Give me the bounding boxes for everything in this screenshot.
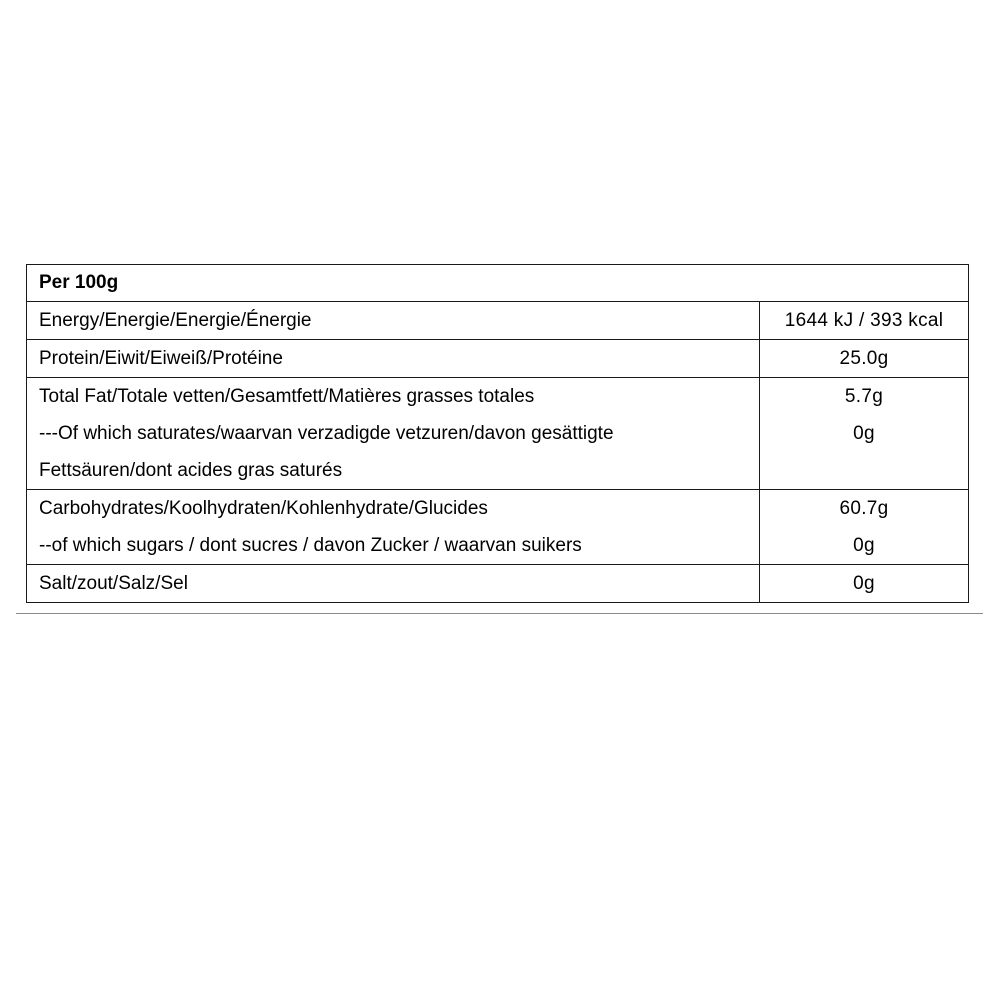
- nutrient-label-cell: [27, 378, 760, 490]
- nutrient-value-cell: [760, 490, 969, 565]
- nutrient-value-cell: [760, 302, 969, 340]
- nutrient-subvalue: 0g: [853, 423, 875, 444]
- nutrient-sublabel-continued: Fettsäuren/dont acides gras saturés: [39, 460, 343, 481]
- nutrient-sublabel: ---Of which saturates/waarvan verzadigde vetzuren/davon gesättigte: [39, 423, 614, 444]
- horizontal-divider: [16, 613, 983, 614]
- nutrient-label: Protein/Eiwit/Eiweiß/Protéine: [39, 348, 283, 369]
- nutrient-label: Energy/Energie/Energie/Énergie: [39, 310, 312, 331]
- nutrient-sublabel: --of which sugars / dont sucres / davon Zucker / waarvan suikers: [39, 535, 582, 556]
- nutrient-value-cell: [760, 565, 969, 603]
- table-row-carbohydrates: [27, 490, 969, 565]
- nutrient-label-cell: [27, 490, 760, 565]
- nutrient-value: 25.0g: [839, 348, 889, 369]
- nutrient-value: 60.7g: [839, 498, 889, 519]
- nutrient-subvalue: 0g: [853, 535, 875, 556]
- nutrient-value: 1644 kJ / 393 kcal: [784, 310, 944, 331]
- nutrient-label: Total Fat/Totale vetten/Gesamtfett/Matières grasses totales: [39, 386, 535, 407]
- table-row-protein: [27, 340, 969, 378]
- table-row-salt: [27, 565, 969, 603]
- table-row-fat: [27, 378, 969, 490]
- nutrient-label-cell: [27, 340, 760, 378]
- nutrient-label: Salt/zout/Salz/Sel: [39, 573, 188, 594]
- nutrient-value-cell: [760, 340, 969, 378]
- nutrient-label: Carbohydrates/Koolhydraten/Kohlenhydrate/Glucides: [39, 498, 488, 519]
- nutrient-label-cell: [27, 565, 760, 603]
- nutrient-value: 0g: [853, 573, 875, 594]
- nutrient-value: 5.7g: [844, 386, 884, 407]
- table-header-row: [27, 265, 969, 302]
- per-100g-header: Per 100g: [27, 265, 969, 302]
- nutrition-table: [26, 264, 969, 603]
- nutrient-value-cell: [760, 378, 969, 490]
- nutrient-label-cell: [27, 302, 760, 340]
- table-row-energy: [27, 302, 969, 340]
